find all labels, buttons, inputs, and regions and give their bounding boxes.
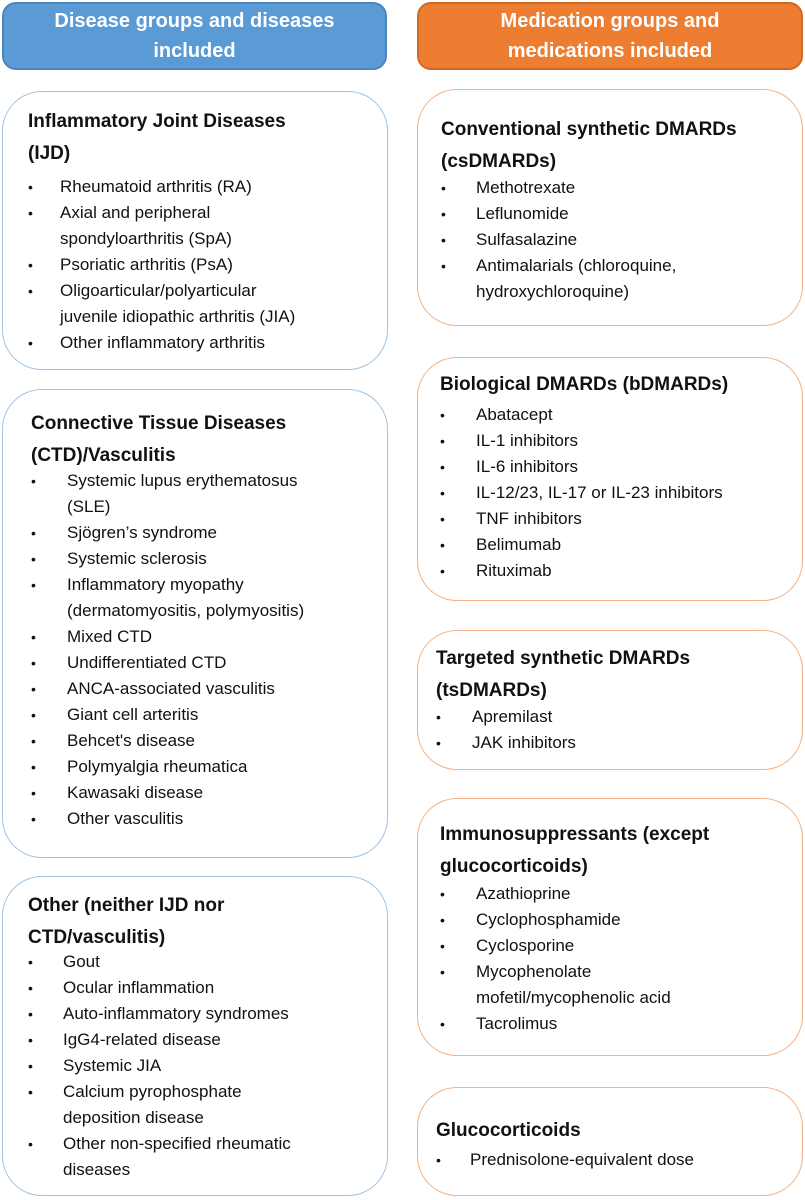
list-item	[440, 532, 790, 558]
list-item-text: Cyclosporine	[476, 936, 575, 955]
list-item-text: Azathioprine	[476, 884, 571, 903]
list-item-text: JAK inhibitors	[472, 733, 576, 752]
medication-group-box-glucocorticoids	[417, 1087, 803, 1196]
bullet-icon: •	[31, 733, 36, 749]
bullet-icon: •	[31, 811, 36, 827]
list-item	[28, 252, 375, 278]
list-item	[440, 933, 790, 959]
bullet-icon: •	[440, 485, 445, 501]
list-item	[31, 546, 375, 572]
group-item-list	[28, 174, 375, 356]
list-item-text: Apremilast	[472, 707, 553, 726]
group-item-list	[440, 402, 790, 584]
medication-column-header	[417, 2, 803, 70]
list-item-text: Cyclophosphamide	[476, 910, 621, 929]
bullet-icon: •	[28, 257, 33, 273]
disease-group-box-ctd	[2, 389, 388, 858]
list-item-text: Undifferentiated CTD	[67, 653, 227, 672]
list-item	[28, 200, 375, 252]
list-item	[28, 1027, 375, 1053]
bullet-icon: •	[31, 577, 36, 593]
list-item-text: Antimalarials (chloroquine, hydroxychloroquine)	[476, 256, 677, 301]
bullet-icon: •	[31, 629, 36, 645]
bullet-icon: •	[440, 511, 445, 527]
bullet-icon: •	[440, 964, 445, 980]
list-item	[440, 881, 790, 907]
list-item	[31, 780, 375, 806]
bullet-icon: •	[436, 735, 441, 751]
list-item-text: Axial and peripheral spondyloarthritis (SpA)	[60, 203, 232, 248]
group-title: Connective Tissue Diseases (CTD)/Vasculitis	[31, 413, 287, 466]
bullet-icon: •	[28, 980, 33, 996]
list-item-text: ANCA-associated vasculitis	[67, 679, 275, 698]
list-item	[440, 454, 790, 480]
list-item-text: Calcium pyrophosphate deposition disease	[63, 1082, 242, 1127]
list-item-text: Systemic lupus erythematosus (SLE)	[67, 471, 298, 516]
bullet-icon: •	[31, 551, 36, 567]
list-item	[31, 806, 375, 832]
disease-column-header-text: Disease groups and diseases included	[54, 10, 335, 62]
bullet-icon: •	[31, 655, 36, 671]
list-item	[440, 506, 790, 532]
bullet-icon: •	[28, 335, 33, 351]
bullet-icon: •	[31, 785, 36, 801]
group-title: Conventional synthetic DMARDs (csDMARDs)	[441, 119, 737, 172]
bullet-icon: •	[31, 473, 36, 489]
bullet-icon: •	[436, 709, 441, 725]
list-item-text: IL-1 inhibitors	[476, 431, 579, 450]
medication-group-box-csdmards	[417, 89, 803, 326]
list-item	[31, 728, 375, 754]
list-item-text: IL-12/23, IL-17 or IL-23 inhibitors	[476, 483, 723, 502]
list-item-text: Rheumatoid arthritis (RA)	[60, 177, 252, 196]
list-item	[28, 174, 375, 200]
list-item	[31, 702, 375, 728]
list-item	[31, 520, 375, 546]
bullet-icon: •	[28, 1006, 33, 1022]
bullet-icon: •	[441, 206, 446, 222]
list-item	[440, 558, 790, 584]
list-item	[440, 1011, 790, 1037]
list-item	[440, 480, 790, 506]
list-item-text: Giant cell arteritis	[67, 705, 199, 724]
disease-column-header	[2, 2, 387, 70]
group-item-list	[31, 468, 375, 832]
list-item	[31, 624, 375, 650]
bullet-icon: •	[440, 886, 445, 902]
bullet-icon: •	[436, 1152, 441, 1168]
bullet-icon: •	[441, 232, 446, 248]
disease-group-box-other	[2, 876, 388, 1196]
medication-group-box-immunosuppressants	[417, 798, 803, 1056]
list-item-text: Other non-specified rheumatic diseases	[63, 1134, 291, 1179]
list-item	[31, 468, 375, 520]
list-item-text: IgG4-related disease	[63, 1030, 221, 1049]
list-item	[436, 1147, 790, 1173]
medication-group-box-bdmards	[417, 357, 803, 601]
list-item-text: Systemic sclerosis	[67, 549, 207, 568]
bullet-icon: •	[440, 433, 445, 449]
list-item	[28, 975, 375, 1001]
group-title: Glucocorticoids	[436, 1120, 581, 1141]
list-item-text: Psoriatic arthritis (PsA)	[60, 255, 233, 274]
list-item	[31, 676, 375, 702]
bullet-icon: •	[440, 938, 445, 954]
disease-group-box-ijd	[2, 91, 388, 370]
list-item-text: Other vasculitis	[67, 809, 184, 828]
list-item-text: Behcet's disease	[67, 731, 195, 750]
group-title: Targeted synthetic DMARDs (tsDMARDs)	[436, 648, 691, 701]
bullet-icon: •	[31, 759, 36, 775]
list-item-text: Tacrolimus	[476, 1014, 558, 1033]
bullet-icon: •	[28, 283, 33, 299]
bullet-icon: •	[440, 407, 445, 423]
bullet-icon: •	[440, 563, 445, 579]
bullet-icon: •	[28, 1032, 33, 1048]
list-item-text: Prednisolone-equivalent dose	[470, 1150, 694, 1169]
list-item-text: Belimumab	[476, 535, 562, 554]
list-item	[31, 572, 375, 624]
bullet-icon: •	[28, 179, 33, 195]
bullet-icon: •	[31, 681, 36, 697]
list-item-text: Mycophenolate mofetil/mycophenolic acid	[476, 962, 671, 1007]
bullet-icon: •	[28, 954, 33, 970]
list-item	[28, 1079, 375, 1131]
list-item	[28, 949, 375, 975]
list-item-text: Sulfasalazine	[476, 230, 578, 249]
list-item	[441, 227, 790, 253]
bullet-icon: •	[440, 912, 445, 928]
bullet-icon: •	[31, 525, 36, 541]
list-item-text: Auto-inflammatory syndromes	[63, 1004, 289, 1023]
list-item-text: Systemic JIA	[63, 1056, 162, 1075]
list-item-text: Polymyalgia rheumatica	[67, 757, 248, 776]
bullet-icon: •	[441, 180, 446, 196]
bullet-icon: •	[441, 258, 446, 274]
bullet-icon: •	[28, 1136, 33, 1152]
list-item-text: Mixed CTD	[67, 627, 153, 646]
group-item-list	[436, 1147, 790, 1173]
list-item	[28, 1001, 375, 1027]
list-item	[28, 1131, 375, 1183]
list-item-text: Kawasaki disease	[67, 783, 204, 802]
medication-group-box-tsdmards	[417, 630, 803, 770]
list-item-text: Gout	[63, 952, 100, 971]
bullet-icon: •	[31, 707, 36, 723]
bullet-icon: •	[28, 205, 33, 221]
list-item-text: Rituximab	[476, 561, 552, 580]
list-item	[28, 278, 375, 330]
group-item-list	[436, 704, 790, 756]
list-item	[440, 402, 790, 428]
group-title: Immunosuppressants (except glucocorticoids)	[440, 824, 710, 877]
bullet-icon: •	[28, 1084, 33, 1100]
list-item	[441, 253, 790, 305]
group-item-list	[441, 175, 790, 305]
list-item-text: Other inflammatory arthritis	[60, 333, 265, 352]
bullet-icon: •	[440, 537, 445, 553]
group-title: Other (neither IJD nor CTD/vasculitis)	[28, 895, 225, 948]
bullet-icon: •	[440, 459, 445, 475]
list-item	[28, 1053, 375, 1079]
list-item	[436, 730, 790, 756]
list-item-text: IL-6 inhibitors	[476, 457, 579, 476]
group-title: Biological DMARDs (bDMARDs)	[440, 374, 729, 395]
list-item-text: Inflammatory myopathy (dermatomyositis, polymyositis)	[67, 575, 305, 620]
list-item-text: Methotrexate	[476, 178, 576, 197]
list-item-text: TNF inhibitors	[476, 509, 582, 528]
list-item-text: Leflunomide	[476, 204, 569, 223]
bullet-icon: •	[440, 1016, 445, 1032]
list-item	[441, 201, 790, 227]
list-item-text: Ocular inflammation	[63, 978, 215, 997]
group-item-list	[28, 949, 375, 1183]
list-item-text: Abatacept	[476, 405, 553, 424]
list-item	[441, 175, 790, 201]
list-item-text: Sjögren’s syndrome	[67, 523, 217, 542]
list-item-text: Oligoarticular/polyarticular juvenile idiopathic arthritis (JIA)	[60, 281, 296, 326]
list-item	[28, 330, 375, 356]
list-item	[440, 907, 790, 933]
medication-column-header-text: Medication groups and medications included	[500, 10, 720, 62]
list-item	[31, 754, 375, 780]
bullet-icon: •	[28, 1058, 33, 1074]
group-title: Inflammatory Joint Diseases (IJD)	[28, 111, 286, 164]
list-item	[436, 704, 790, 730]
list-item	[31, 650, 375, 676]
list-item	[440, 428, 790, 454]
group-item-list	[440, 881, 790, 1037]
list-item	[440, 959, 790, 1011]
